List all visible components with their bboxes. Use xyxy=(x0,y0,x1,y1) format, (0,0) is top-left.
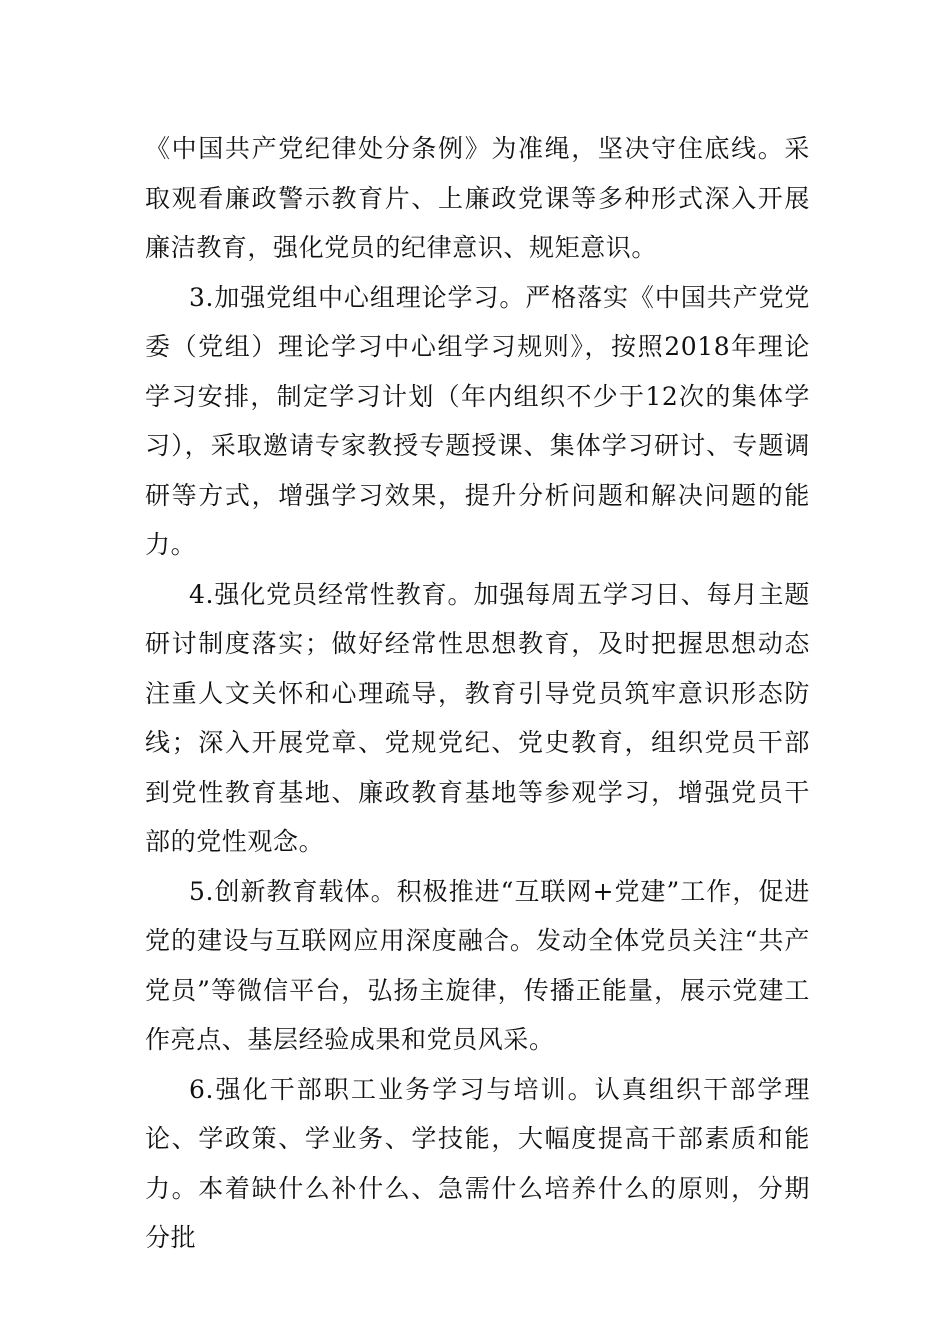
paragraph-item-3-theory-study: 3.加强党组中心组理论学习。严格落实《中国共产党党委（党组）理论学习中心组学习规则》，按照2018年理论学习安排，制定学习计划（年内组织不少于12次的集体学习），采取邀请专家教授专题授课、集体学习研讨、专题调研等方式，增强学习效果，提升分析问题和解决问题的能力。 xyxy=(145,282,810,559)
document-body xyxy=(145,124,810,1263)
paragraph-item-4-regular-education: 4.强化党员经常性教育。加强每周五学习日、每月主题研讨制度落实；做好经常性思想教育，及时把握思想动态注重人文关怀和心理疏导，教育引导党员筑牢意识形态防线；深入开展党章、党规党纪、党史教育，组织党员干部到党性教育基地、廉政教育基地等参观学习，增强党员干部的党性观念。 xyxy=(145,579,810,856)
paragraph-discipline-education: 《中国共产党纪律处分条例》为准绳，坚决守住底线。采取观看廉政警示教育片、上廉政党课等多种形式深入开展廉洁教育，强化党员的纪律意识、规矩意识。 xyxy=(145,134,810,262)
paragraph-item-5-education-carrier: 5.创新教育载体。积极推进“互联网+党建”工作，促进党的建设与互联网应用深度融合。发动全体党员关注“共产党员”等微信平台，弘扬主旋律，传播正能量，展示党建工作亮点、基层经验成果和党员风采。 xyxy=(145,876,810,1054)
paragraph-item-6-staff-training: 6.强化干部职工业务学习与培训。认真组织干部学理论、学政策、学业务、学技能，大幅度提高干部素质和能力。本着缺什么补什么、急需什么培养什么的原则，分期分批 xyxy=(145,1074,810,1252)
